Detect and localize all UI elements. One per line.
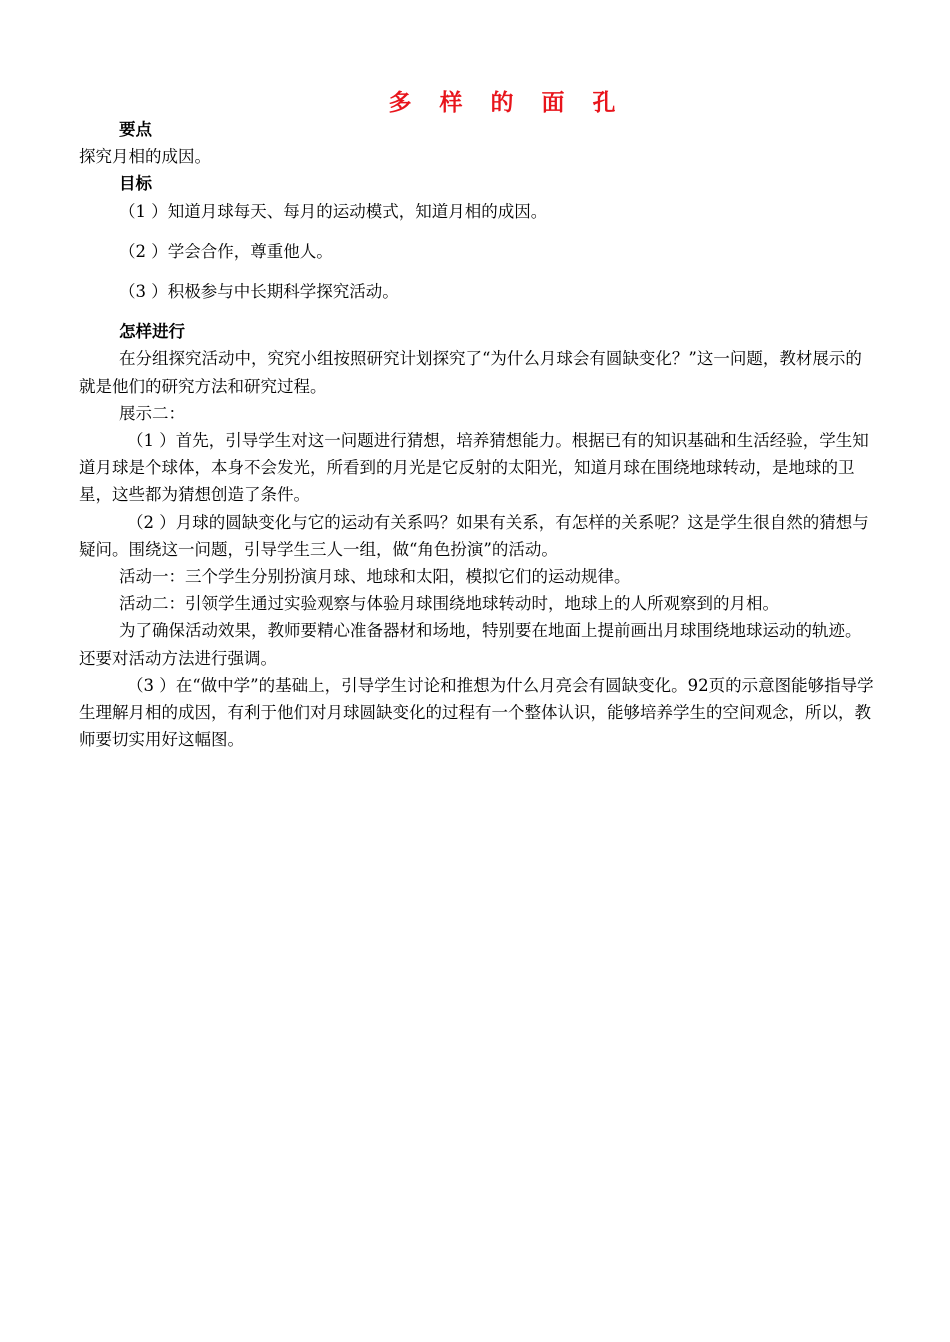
process-paragraph: （3 ）在“做中学”的基础上，引导学生讨论和推想为什么月亮会有圆缺变化。92页的示意图能够指导学生理解月相的成因，有利于他们对月球圆缺变化的过程有一个整体认识，能够培养学生的空间观念，所以，教师要切实用好这幅图。 [79,675,874,750]
process-paragraph: 为了确保活动效果，教师要精心准备器材和场地，特别要在地面上提前画出月球围绕地球运动的轨迹。还要对活动方法进行强调。 [79,621,862,668]
goal-item: （2 ）学会合作，尊重他人。 [119,241,333,261]
process-paragraph: （1 ）首先，引导学生对这一问题进行猜想，培养猜想能力。根据已有的知识基础和生活经验，学生知道月球是个球体，本身不会发光，所看到的月光是它反射的太阳光，知道月球在围绕地球转动，是地球的卫星，这些都为猜想创造了条件。 [79,431,869,505]
goals-heading: 目标 [119,174,152,194]
process-paragraph: 活动一：三个学生分别扮演月球、地球和太阳，模拟它们的运动规律。 [119,567,631,587]
process-paragraph: 展示二： [119,403,185,423]
goal-item: （3 ）积极参与中长期科学探究活动。 [119,282,399,302]
goal-item: （1 ）知道月球每天、每月的运动模式，知道月相的成因。 [119,201,548,221]
key-points-text: 探究月相的成因。 [79,147,211,167]
process-paragraph: （2 ）月球的圆缺变化与它的运动有关系吗？如果有关系，有怎样的关系呢？这是学生很自然的猜想与疑问。围绕这一问题，引导学生三人一组，做“角色扮演”的活动。 [79,512,869,559]
process-heading: 怎样进行 [119,322,185,342]
process-paragraph: 活动二：引领学生通过实验观察与体验月球围绕地球转动时，地球上的人所观察到的月相。 [119,594,779,614]
document-body [79,116,874,753]
process-paragraph: 在分组探究活动中，究究小组按照研究计划探究了“为什么月球会有圆缺变化？”这一问题，教材展示的就是他们的研究方法和研究过程。 [79,349,862,396]
key-points-heading: 要点 [119,120,152,139]
document-title: 多 样 的 面 孔 [388,90,626,116]
